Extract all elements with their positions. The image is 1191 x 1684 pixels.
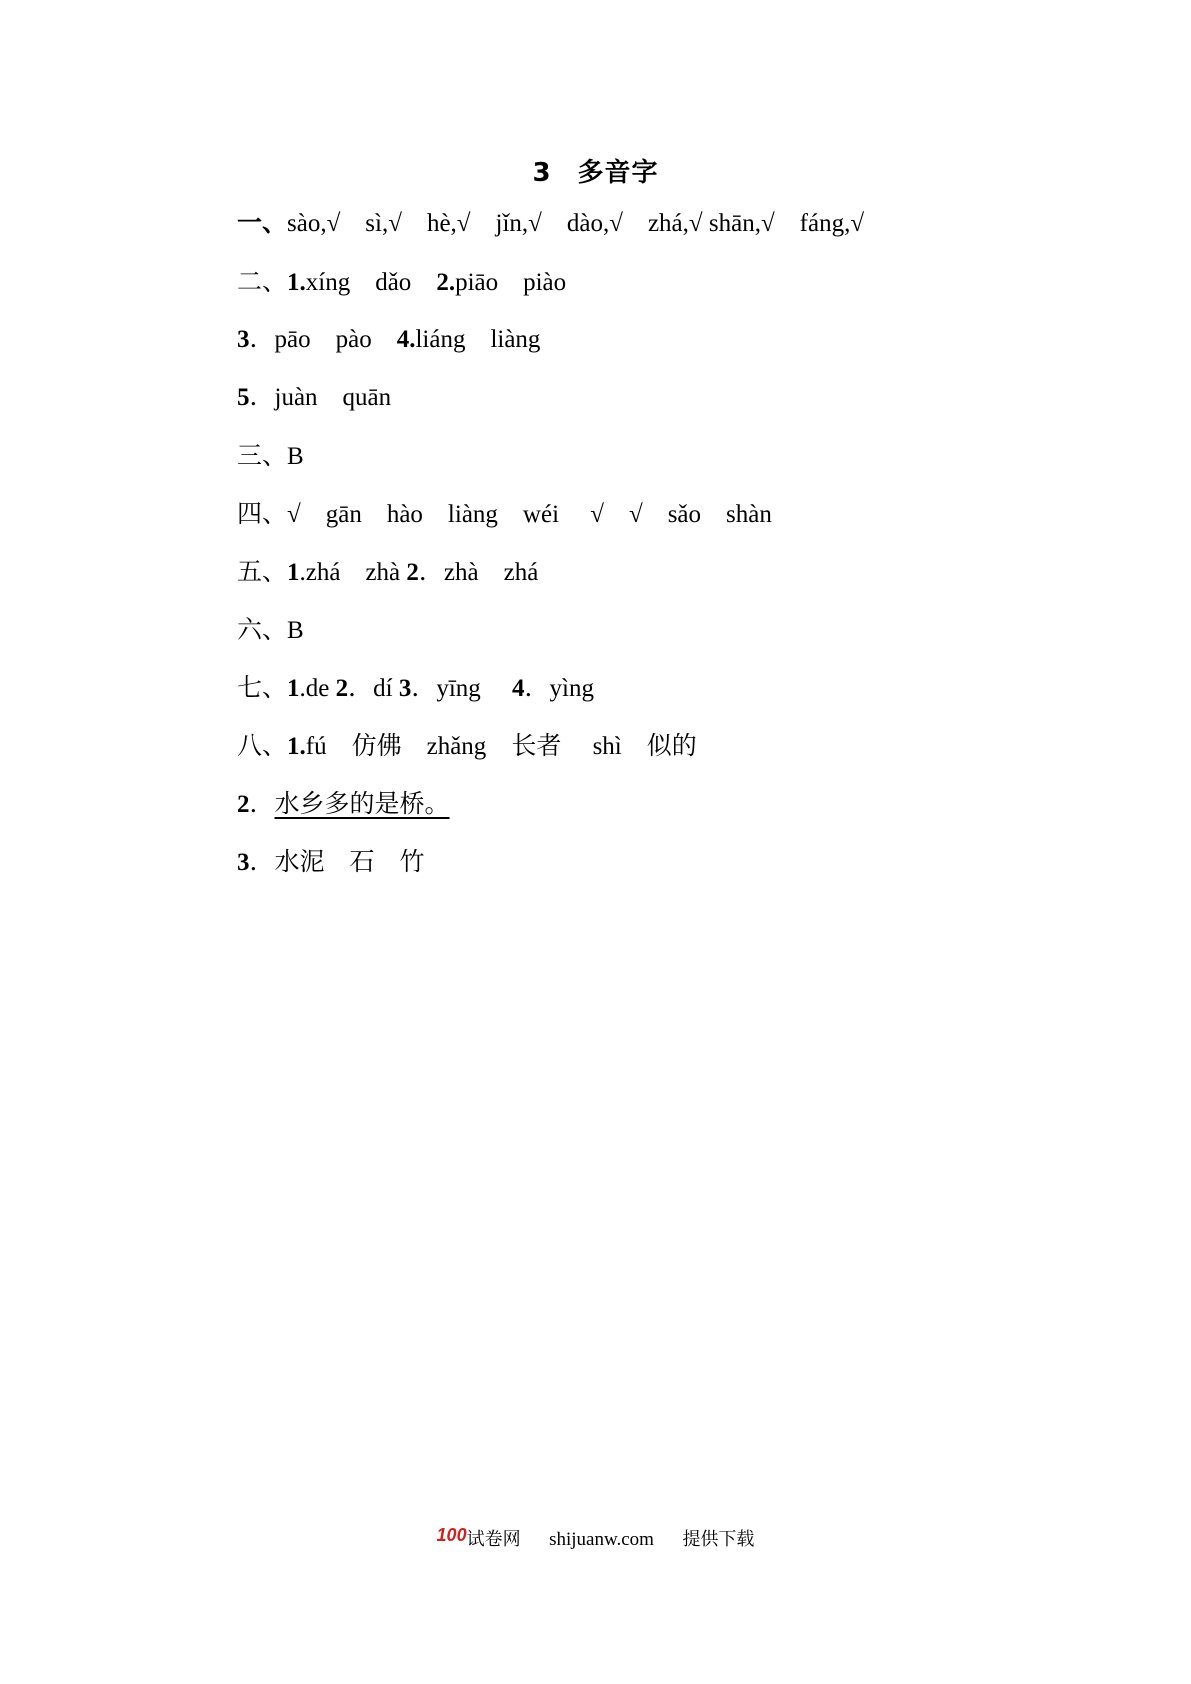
item-number: 1.: [287, 733, 306, 760]
answer-text: ．zhà zhá: [418, 559, 539, 586]
answer-text: .de: [299, 675, 336, 702]
item-number: 2.: [436, 269, 456, 296]
item-number: 4.: [396, 326, 416, 353]
underlined-answer: 水乡多的是桥。: [274, 789, 450, 818]
answer-line-8: [237, 731, 697, 762]
item-number: 4: [512, 675, 525, 702]
answer-text: piāo piào: [455, 269, 567, 296]
answer-text: √ gān hào liàng wéi √ √ sǎo shàn: [287, 501, 772, 528]
item-number: 1: [287, 559, 300, 586]
answer-text: B: [287, 443, 304, 470]
answer-hanzi: 似的: [646, 731, 697, 760]
answer-text: shì: [561, 733, 647, 760]
answer-line-1: [237, 208, 864, 239]
answer-text: ．yīng: [411, 675, 513, 702]
site-url: shijuanw.com: [549, 1529, 654, 1550]
section-label: 七、: [237, 673, 288, 702]
answer-text: ．dí: [348, 675, 399, 702]
separator: ．: [249, 849, 275, 876]
answer-text: ．juàn quān: [249, 384, 392, 411]
item-number: 2: [237, 791, 250, 818]
section-label: 六、: [237, 615, 288, 644]
answer-text: ．yìng: [524, 675, 594, 702]
section-label: 二、: [237, 267, 288, 296]
answer-line-6: [237, 615, 304, 646]
section-label: 八、: [237, 731, 288, 760]
answer-hanzi: 水泥 石 竹: [274, 847, 425, 876]
item-number: 2: [406, 559, 419, 586]
answer-hanzi: 仿佛: [351, 731, 402, 760]
item-number: 5: [237, 384, 250, 411]
item-number: 3: [237, 849, 250, 876]
site-logo-icon: 100: [436, 1525, 467, 1545]
section-label: 五、: [237, 557, 288, 586]
item-number: 1.: [287, 269, 306, 296]
answer-text: ．pāo pào: [249, 326, 397, 353]
title-number: 3: [532, 158, 552, 188]
answer-line-8c: [237, 847, 425, 878]
item-number: 3: [398, 675, 412, 702]
provide-text: 提供下载: [682, 1529, 755, 1550]
answer-text: B: [287, 617, 304, 644]
answer-text: sào,√ sì,√ hè,√ jǐn,√ dào,√ zhá,√ shān,√ fáng,√: [287, 210, 865, 237]
answer-line-2: [237, 267, 566, 298]
answer-text: zhǎng: [401, 733, 512, 760]
section-label: 三、: [237, 441, 288, 470]
item-number: 3: [237, 326, 250, 353]
answer-text: .zhá zhà: [299, 559, 407, 586]
separator: ．: [249, 791, 275, 818]
answer-text: liáng liàng: [415, 326, 541, 353]
answer-text: fú: [305, 733, 352, 760]
item-number: 1: [287, 675, 300, 702]
logo-text: 试卷网: [466, 1529, 521, 1550]
item-number: 2: [335, 675, 349, 702]
answer-line-4: [237, 499, 772, 530]
answer-line-8b: [237, 789, 450, 820]
page-footer: [0, 1525, 1191, 1551]
answer-line-7: [237, 673, 594, 704]
answer-text: xíng dǎo: [305, 269, 437, 296]
section-label: 一、: [237, 208, 288, 237]
answer-hanzi: 长者: [511, 731, 562, 760]
title-text: 多音字: [577, 158, 659, 188]
answer-line-5: [237, 557, 538, 588]
answer-line-2c: [237, 383, 391, 413]
section-label: 四、: [237, 499, 288, 528]
answer-line-2b: [237, 325, 540, 355]
page-title: [0, 152, 1191, 189]
answer-line-3: [237, 441, 304, 472]
